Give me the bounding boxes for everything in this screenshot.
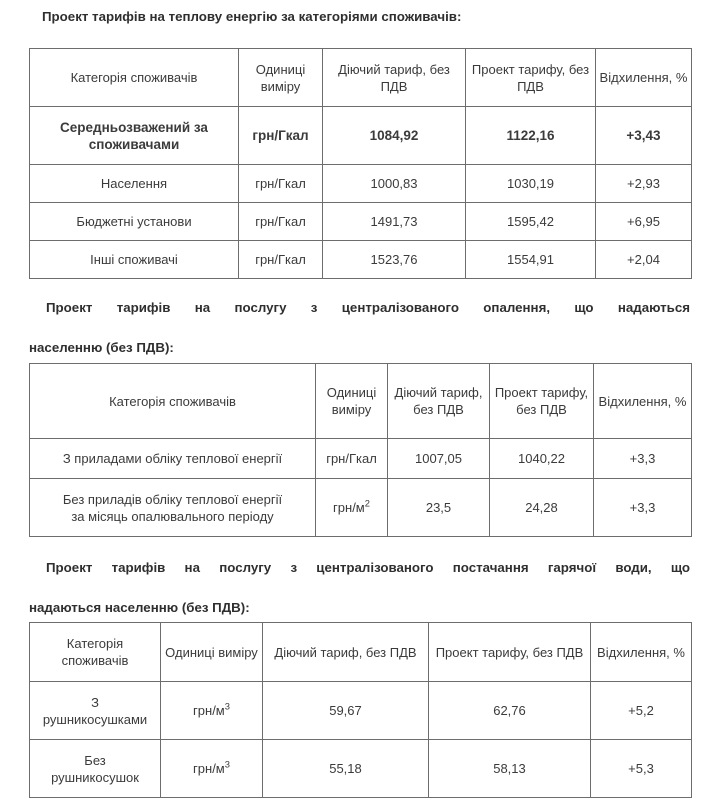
cell-category [30,479,316,537]
header-cell-proposed-tariff: Проект тарифу, без ПДВ [429,623,591,682]
cell-category: Населення [30,165,239,203]
cell-category: Бюджетні установи [30,203,239,241]
cell-category-line-2: рушникосушками [42,711,148,727]
cell-unit-base: грн/м [193,761,225,776]
cell-proposed-tariff: 62,76 [429,682,591,740]
header-cell-category: Категорія споживачів [30,623,161,682]
cell-unit: грн/Гкал [239,165,323,203]
section-1-heading: Проект тарифів на теплову енергію за категоріями споживачів: [42,9,462,24]
cell-category [30,740,161,798]
cell-category-line-2: за місяць опалювального періоду [71,508,274,524]
section-3-heading-line-2: надаються населенню (без ПДВ): [29,600,250,615]
cell-proposed-tariff: 1122,16 [466,107,596,165]
cell-category: Інші споживачі [30,241,239,279]
section-3-heading-line-1: Проект тарифів на послугу з централізованого постачання гарячої води, що [46,560,690,575]
cell-proposed-tariff: 1595,42 [466,203,596,241]
cell-deviation: +3,43 [596,107,692,165]
table-row [30,479,692,537]
section-2-heading [29,298,690,358]
cell-proposed-tariff: 1030,19 [466,165,596,203]
table-row [30,107,692,165]
cell-unit: грн/Гкал [316,439,388,479]
cell-unit [161,682,263,740]
cell-current-tariff: 55,18 [263,740,429,798]
table-row [30,203,692,241]
cell-current-tariff: 1523,76 [323,241,466,279]
cell-category-line-2: рушникосушок [51,769,139,785]
cell-deviation: +5,3 [591,740,692,798]
header-cell-current-tariff: Діючий тариф, без ПДВ [388,364,490,439]
cell-deviation: +2,04 [596,241,692,279]
cell-category-line-1: З [91,694,99,710]
cell-category: З приладами обліку теплової енергії [30,439,316,479]
header-cell-category: Категорія споживачів [30,364,316,439]
cell-unit: грн/Гкал [239,203,323,241]
cell-unit [161,740,263,798]
table-row [30,165,692,203]
header-cell-category: Категорія споживачів [30,49,239,107]
cell-unit-base: грн/м [333,500,365,515]
header-cell-proposed-tariff: Проект тарифу, без ПДВ [466,49,596,107]
cell-proposed-tariff: 58,13 [429,740,591,798]
cell-category [30,682,161,740]
section-2-heading-line-1: Проект тарифів на послугу з централізованого опалення, що надаються [46,300,690,315]
cell-category: Середньозважений за споживачами [30,107,239,165]
header-cell-proposed-tariff: Проект тарифу, без ПДВ [490,364,594,439]
header-cell-unit: Одиниці виміру [239,49,323,107]
table-header-row [30,623,692,682]
cell-category-line-1: Без [84,752,106,768]
header-cell-deviation: Відхилення, % [591,623,692,682]
cell-category-line-1: Без приладів обліку теплової енергії [62,491,283,507]
cell-current-tariff: 1007,05 [388,439,490,479]
header-cell-deviation: Відхилення, % [596,49,692,107]
cell-current-tariff: 1084,92 [323,107,466,165]
cell-unit: грн/Гкал [239,107,323,165]
cell-deviation: +6,95 [596,203,692,241]
cell-deviation: +5,2 [591,682,692,740]
header-cell-unit: Одиниці виміру [316,364,388,439]
tariff-table-hot-water [29,622,692,798]
section-2-heading-line-2: населенню (без ПДВ): [29,340,174,355]
cell-proposed-tariff: 24,28 [490,479,594,537]
cell-unit [316,479,388,537]
table-row [30,241,692,279]
cell-unit-exponent: 3 [224,759,230,770]
table-header-row [30,364,692,439]
cell-unit: грн/Гкал [239,241,323,279]
cell-current-tariff: 59,67 [263,682,429,740]
tariff-table-heat-energy [29,48,692,279]
header-cell-current-tariff: Діючий тариф, без ПДВ [323,49,466,107]
header-cell-current-tariff: Діючий тариф, без ПДВ [263,623,429,682]
cell-proposed-tariff: 1554,91 [466,241,596,279]
tariff-table-central-heating [29,363,692,537]
cell-current-tariff: 23,5 [388,479,490,537]
cell-deviation: +3,3 [594,439,692,479]
section-3-heading [29,558,690,618]
cell-unit-exponent: 2 [364,498,370,509]
cell-current-tariff: 1000,83 [323,165,466,203]
cell-unit-exponent: 3 [224,701,230,712]
cell-deviation: +3,3 [594,479,692,537]
cell-proposed-tariff: 1040,22 [490,439,594,479]
cell-deviation: +2,93 [596,165,692,203]
cell-unit-base: грн/м [193,703,225,718]
header-cell-unit: Одиниці виміру [161,623,263,682]
table-row [30,439,692,479]
table-row [30,740,692,798]
cell-current-tariff: 1491,73 [323,203,466,241]
table-header-row [30,49,692,107]
header-cell-deviation: Відхилення, % [594,364,692,439]
table-row [30,682,692,740]
